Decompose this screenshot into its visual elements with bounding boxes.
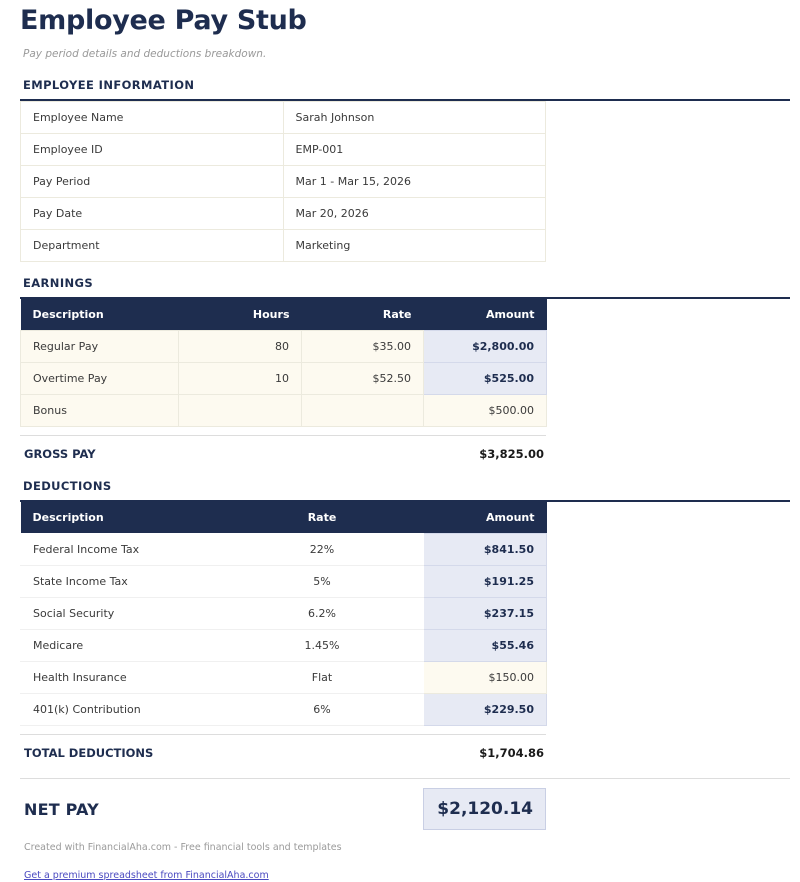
earnings-rate[interactable]: $35.00 <box>302 331 424 363</box>
deduction-rate[interactable]: 5% <box>221 566 424 598</box>
table-row <box>21 166 546 198</box>
deduction-description: 401(k) Contribution <box>21 694 221 726</box>
section-heading-deductions: DEDUCTIONS <box>23 479 112 493</box>
section-heading-earnings: EARNINGS <box>23 276 94 290</box>
employee-information-table <box>20 101 546 262</box>
earnings-amount[interactable]: $500.00 <box>424 395 547 427</box>
table-row <box>21 134 546 166</box>
column-header-amount: Amount <box>424 502 547 534</box>
deductions-table <box>20 502 547 726</box>
net-pay-section <box>20 778 780 830</box>
field-value[interactable]: Sarah Johnson <box>283 102 546 134</box>
earnings-amount: $525.00 <box>424 363 547 395</box>
deduction-rate[interactable]: 22% <box>221 534 424 566</box>
deduction-amount[interactable]: $150.00 <box>424 662 547 694</box>
deductions-section <box>20 479 780 760</box>
table-row <box>21 694 547 726</box>
table-row <box>21 630 547 662</box>
earnings-rate[interactable]: $52.50 <box>302 363 424 395</box>
earnings-hours[interactable]: 10 <box>179 363 302 395</box>
earnings-description[interactable]: Overtime Pay <box>21 363 179 395</box>
column-header-amount: Amount <box>424 299 547 331</box>
column-header-description: Description <box>21 502 221 534</box>
gross-pay-label: GROSS PAY <box>24 447 96 461</box>
net-pay-amount: $2,120.14 <box>423 788 546 830</box>
field-label: Pay Date <box>21 198 284 230</box>
column-header-rate: Rate <box>302 299 424 331</box>
deduction-rate[interactable]: 6.2% <box>221 598 424 630</box>
table-row <box>21 598 547 630</box>
deduction-amount: $191.25 <box>424 566 547 598</box>
field-label: Pay Period <box>21 166 284 198</box>
deduction-description: Federal Income Tax <box>21 534 221 566</box>
total-deductions-label: TOTAL DEDUCTIONS <box>24 746 154 760</box>
column-header-hours: Hours <box>179 299 302 331</box>
deduction-description: State Income Tax <box>21 566 221 598</box>
section-heading-employee-information: EMPLOYEE INFORMATION <box>23 78 195 92</box>
deduction-rate[interactable]: Flat <box>221 662 424 694</box>
total-deductions-amount: $1,704.86 <box>479 746 544 760</box>
net-pay-divider <box>20 778 790 779</box>
field-value[interactable]: Marketing <box>283 230 546 262</box>
deduction-rate[interactable]: 6% <box>221 694 424 726</box>
deduction-amount: $841.50 <box>424 534 547 566</box>
table-row <box>21 230 546 262</box>
deduction-description: Medicare <box>21 630 221 662</box>
footer <box>20 842 780 882</box>
earnings-section <box>20 276 780 461</box>
earnings-description[interactable]: Bonus <box>21 395 179 427</box>
earnings-amount: $2,800.00 <box>424 331 547 363</box>
page-title: Employee Pay Stub <box>20 5 307 36</box>
deduction-rate[interactable]: 1.45% <box>221 630 424 662</box>
earnings-table <box>20 299 547 427</box>
net-pay-row <box>20 788 546 830</box>
earnings-hours[interactable]: 80 <box>179 331 302 363</box>
table-header-row <box>21 502 547 534</box>
table-row <box>21 102 546 134</box>
premium-spreadsheet-link[interactable]: Get a premium spreadsheet from FinancialAha.com <box>24 870 269 881</box>
deduction-amount: $237.15 <box>424 598 547 630</box>
table-row <box>21 662 547 694</box>
gross-pay-row <box>20 436 546 461</box>
table-row <box>21 395 547 427</box>
total-deductions-row <box>20 735 546 760</box>
column-header-description: Description <box>21 299 179 331</box>
field-value[interactable]: EMP-001 <box>283 134 546 166</box>
gross-pay-amount: $3,825.00 <box>479 447 544 461</box>
table-row <box>21 566 547 598</box>
table-header-row <box>21 299 547 331</box>
table-row <box>21 331 547 363</box>
employee-information-section <box>20 78 780 262</box>
earnings-description[interactable]: Regular Pay <box>21 331 179 363</box>
column-header-rate: Rate <box>221 502 424 534</box>
table-row <box>21 198 546 230</box>
earnings-hours[interactable] <box>179 395 302 427</box>
field-value[interactable]: Mar 20, 2026 <box>283 198 546 230</box>
table-row <box>21 534 547 566</box>
deduction-amount: $55.46 <box>424 630 547 662</box>
field-label: Department <box>21 230 284 262</box>
field-value[interactable]: Mar 1 - Mar 15, 2026 <box>283 166 546 198</box>
field-label: Employee Name <box>21 102 284 134</box>
table-row <box>21 363 547 395</box>
deduction-description: Social Security <box>21 598 221 630</box>
earnings-rate[interactable] <box>302 395 424 427</box>
net-pay-label: NET PAY <box>24 799 99 819</box>
footer-note: Created with FinancialAha.com - Free financial tools and templates <box>24 842 342 853</box>
deduction-amount: $229.50 <box>424 694 547 726</box>
deduction-description: Health Insurance <box>21 662 221 694</box>
field-label: Employee ID <box>21 134 284 166</box>
page-subtitle: Pay period details and deductions breakdown. <box>23 48 267 60</box>
